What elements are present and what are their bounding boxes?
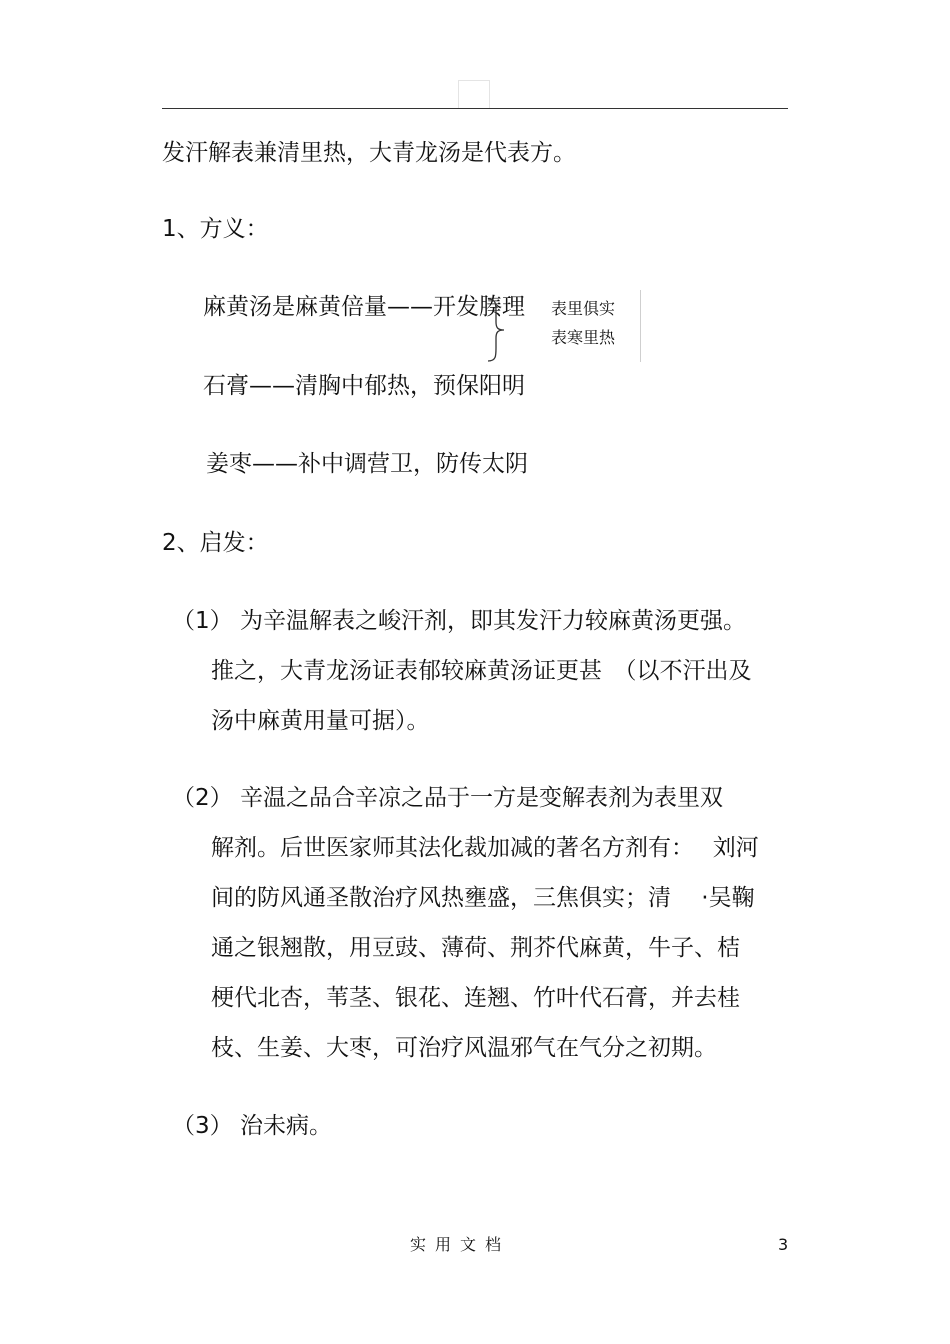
item2-line: 枝、生姜、大枣，可治疗风温邪气在气分之初期。 [211,1035,717,1061]
item1-line: 汤中麻黄用量可据）。 [211,708,430,734]
note-biaoli-jushi: 表里俱实 [551,299,616,318]
item3-line: 治未病。 [240,1113,332,1139]
header-box [458,80,490,108]
footer-text: 实用文档 [410,1235,511,1254]
intro-paragraph: 发汗解表兼清里热，大青龙汤是代表方。 [162,140,576,166]
formula-line-shigao: 石膏——清胸中郁热，预保阳明 [203,373,525,399]
item2-line: 间的防风通圣散治疗风热壅盛，三焦俱实；清 ·吴鞠 [211,885,755,911]
section2-heading: 2、启发： [162,530,269,556]
section1-heading: 1、方义： [162,216,269,242]
item2-line: 辛温之品合辛凉之品于一方是变解表剂为表里双 [240,785,723,811]
note-biaohan-lire: 表寒里热 [551,328,616,347]
item1-line: 推之，大青龙汤证表郁较麻黄汤证更甚 （以不汗出及 [211,658,752,684]
item1-line: 为辛温解表之峻汗剂，即其发汗力较麻黄汤更强。 [240,608,746,634]
item2-line: 通之银翘散，用豆豉、薄荷、荆芥代麻黄，牛子、桔 [211,935,740,961]
note-divider [640,290,641,362]
page-number: 3 [778,1235,789,1254]
item2-marker: （2） [172,785,233,811]
item2-line: 解剂。后世医家师其法化裁加减的著名方剂有： 刘河 [211,835,759,861]
formula-line-mahuang: 麻黄汤是麻黄倍量——开发腠理 [203,294,525,320]
formula-line-jiangzao: 姜枣——补中调营卫，防传太阴 [206,451,528,477]
curly-brace-icon [482,298,508,362]
item3-marker: （3） [172,1113,233,1139]
header-rule [162,108,788,109]
item2-line: 梗代北杏，苇茎、银花、连翘、竹叶代石膏，并去桂 [211,985,740,1011]
item1-marker: （1） [172,608,233,634]
